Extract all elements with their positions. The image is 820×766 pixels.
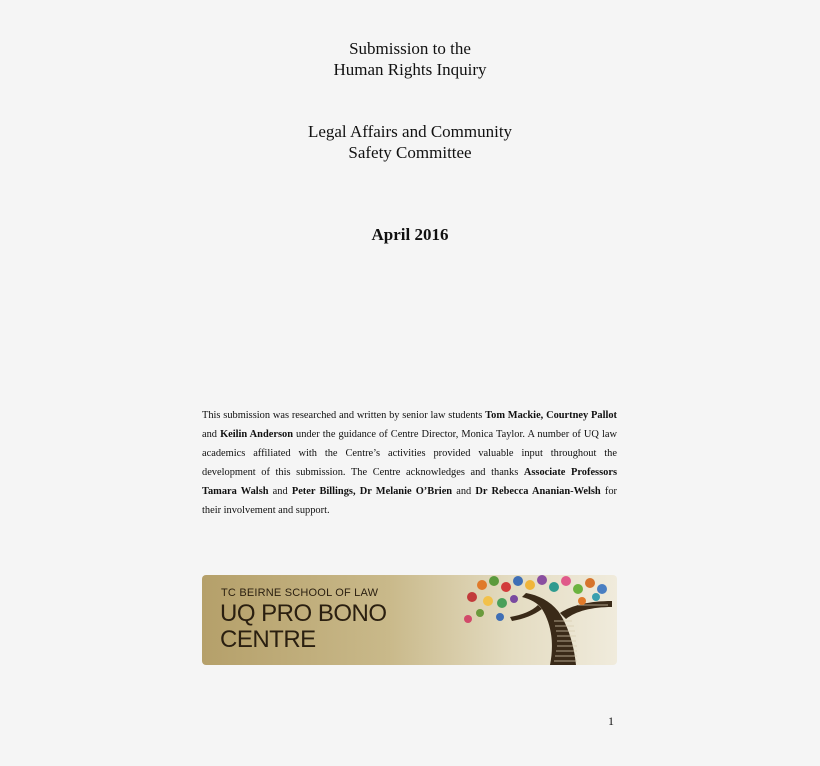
pro-bono-centre-banner <box>202 575 617 665</box>
title-line-1: Submission to the <box>349 39 471 58</box>
submission-date: April 2016 <box>371 225 449 244</box>
ack-name: Dr Rebecca Ananian-Welsh <box>475 486 601 497</box>
ack-text: under the guidance of Centre Director, Monica Taylor. A number of UQ law academics affiliated with the Centre’s activities provided valuable input throughout the development of this submission. The Centre acknowledges and thanks <box>202 429 617 478</box>
ack-text: and <box>268 486 292 497</box>
ack-name: Keilin Anderson <box>220 429 293 440</box>
ack-name: Peter Billings, Dr Melanie O’Brien <box>291 486 453 497</box>
banner-school-name: TC BEIRNE SCHOOL OF LAW <box>221 587 379 599</box>
title-line-2: Human Rights Inquiry <box>333 60 487 79</box>
banner-centre-name: UQ PRO BONO CENTRE <box>220 600 387 653</box>
ack-text: and <box>202 429 221 440</box>
ack-text: and <box>452 486 476 497</box>
acknowledgement-paragraph <box>202 406 617 520</box>
page-number: 1 <box>608 714 614 728</box>
ack-name: Tom Mackie, Courtney Pallot <box>485 410 617 421</box>
committee-name <box>0 121 820 163</box>
committee-line-1: Legal Affairs and Community <box>307 122 513 141</box>
submission-title <box>0 38 820 80</box>
ack-name: Associate Professors Tamara Walsh <box>202 467 617 497</box>
ack-text: This submission was researched and written by senior law students <box>202 410 486 421</box>
tree-of-hands-icon <box>442 575 617 665</box>
ack-text: for their involvement and support. <box>202 486 617 516</box>
committee-line-2: Safety Committee <box>348 143 472 162</box>
